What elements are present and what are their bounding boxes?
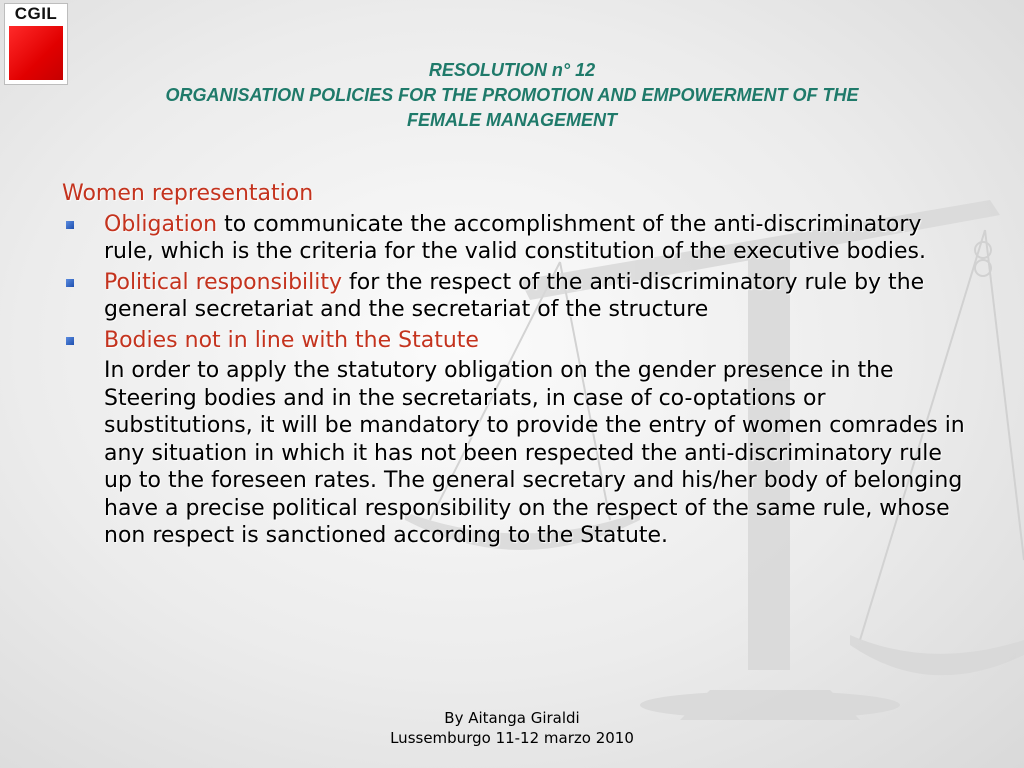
section-heading: Women representation <box>62 181 314 206</box>
bullet-highlight: Obligation <box>104 211 218 237</box>
title-line-2: ORGANISATION POLICIES FOR THE PROMOTION AND EMPOWERMENT OF THE <box>165 85 859 105</box>
footer-event: Lussemburgo 11-12 marzo 2010 <box>390 729 634 747</box>
bullet-square-icon <box>66 221 74 229</box>
bullet-item <box>62 269 967 324</box>
slide-body <box>62 180 967 550</box>
bullet-item <box>62 211 967 266</box>
slide-title <box>40 58 984 133</box>
bullet-highlight: Political responsibility <box>104 269 343 295</box>
bullet-highlight: Bodies not in line with the Statute <box>104 327 479 353</box>
title-line-1: RESOLUTION n° 12 <box>428 60 596 80</box>
bullet-text: to communicate the accomplishment of the anti-discriminatory rule, which is the criteria for the valid constitution of the executive bodies. <box>104 211 926 264</box>
slide-footer <box>362 708 662 748</box>
bullet-item <box>62 327 967 355</box>
bullet-text: for the respect of the anti-discriminatory rule by the general secretariat and the secretariat of the structure <box>104 269 925 322</box>
footer-author: By Aitanga Giraldi <box>444 709 580 727</box>
bullet-square-icon <box>66 337 74 345</box>
body-paragraph: In order to apply the statutory obligation on the gender presence in the Steering bodies and in the secretariats, in case of co-optations or substitutions, it will be mandatory to provide the entry of women comrades in any situation in which it has not been respected the anti-discriminatory rule up to the foreseen rates. The general secretary and his/her body of belonging have a precise political responsibility on the respect of the same rule, whose non respect is sanctioned according to the Statute. <box>104 358 965 548</box>
logo-text: CGIL <box>14 4 58 23</box>
title-line-3: FEMALE MANAGEMENT <box>407 110 617 130</box>
bullet-square-icon <box>66 279 74 287</box>
